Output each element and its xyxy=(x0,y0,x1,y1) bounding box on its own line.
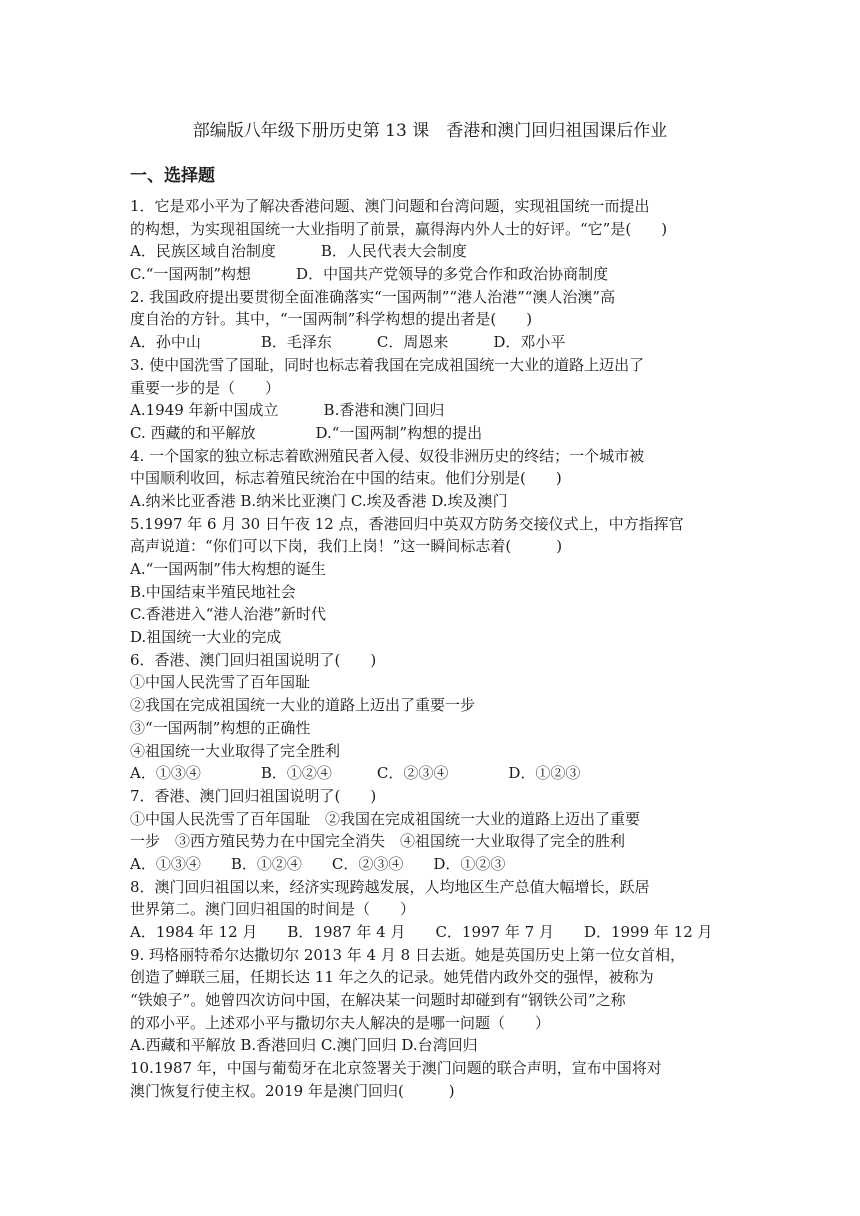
section-heading: 一、选择题 xyxy=(130,166,215,186)
text-line: 2. 我国政府提出要贯彻全面准确落实“一国两制”“港人治港”“澳人治澳”高 xyxy=(130,287,616,306)
text-line: 的构想，为实现祖国统一大业指明了前景，赢得海内外人士的好评。“它”是( ) xyxy=(130,219,668,238)
text-line: 一步 ③西方殖民势力在中国完全消失 ④祖国统一大业取得了完全的胜利 xyxy=(130,832,626,851)
text-line: 世界第二。澳门回归祖国的时间是（ ） xyxy=(130,900,416,919)
text-line: 重要一步的是（ ） xyxy=(130,378,281,397)
text-line: 6．香港、澳门回归祖国说明了( ) xyxy=(130,650,377,669)
text-line: ①中国人民洗雪了百年国耻 xyxy=(130,673,311,692)
text-line: 创造了蝉联三届，任期长达 11 年之久的记录。她凭借内政外交的强悍，被称为 xyxy=(130,968,654,987)
text-line: B.中国结束半殖民地社会 xyxy=(130,582,296,601)
text-line: C. 西藏的和平解放 D.“一国两制”构想的提出 xyxy=(130,423,483,442)
text-line: ②我国在完成祖国统一大业的道路上迈出了重要一步 xyxy=(130,696,476,715)
text-line: A．①③④ B．①②④ C．②③④ D．①②③ xyxy=(130,854,506,873)
text-line: A．孙中山 B．毛泽东 C．周恩来 D．邓小平 xyxy=(130,333,566,352)
text-line: A.1949 年新中国成立 B.香港和澳门回归 xyxy=(130,401,445,420)
text-line: 4. 一个国家的独立标志着欧洲殖民者入侵、奴役非洲历史的终结；一个城市被 xyxy=(130,446,645,465)
text-line: 3. 使中国洗雪了国耻，同时也标志着我国在完成祖国统一大业的道路上迈出了 xyxy=(130,355,645,374)
text-line: 5.1997 年 6 月 30 日午夜 12 点，香港回归中英双方防务交接仪式上，中方指挥官 xyxy=(130,514,684,533)
text-line: A．1984 年 12 月 B．1987 年 4 月 C．1997 年 7 月 D．1999 年 12 月 xyxy=(130,923,713,941)
text-line: A．①③④ B．①②④ C．②③④ D．①②③ xyxy=(130,764,581,783)
text-line: ①中国人民洗雪了百年国耻 ②我国在完成祖国统一大业的道路上迈出了重要 xyxy=(130,809,641,828)
text-line: ③“一国两制”构想的正确性 xyxy=(130,718,311,737)
text-line: ④祖国统一大业取得了完全胜利 xyxy=(130,741,341,760)
text-line: A．民族区域自治制度 B．人民代表大会制度 xyxy=(130,242,467,261)
text-line: 高声说道：“你们可以下岗，我们上岗！”这一瞬间标志着( ) xyxy=(130,537,563,556)
text-line: 度自治的方针。其中，“一国两制”科学构想的提出者是( ) xyxy=(130,310,533,329)
text-line: C.“一国两制”构想 D．中国共产党领导的多党合作和政治协商制度 xyxy=(130,265,609,284)
text-line: 9. 玛格丽特希尔达撒切尔 2013 年 4 月 8 日去逝。她是英国历史上第一位女首相， xyxy=(130,945,685,964)
text-line: 8．澳门回归祖国以来，经济实现跨越发展，人均地区生产总值大幅增长，跃居 xyxy=(130,877,650,896)
text-line: 中国顺利收回，标志着殖民统治在中国的结束。他们分别是( ) xyxy=(130,469,562,488)
text-line: 10.1987 年，中国与葡萄牙在北京签署关于澳门问题的联合声明，宣布中国将对 xyxy=(130,1059,662,1078)
text-line: 7．香港、澳门回归祖国说明了( ) xyxy=(130,786,377,805)
text-line: D.祖国统一大业的完成 xyxy=(130,628,282,647)
text-line: 1．它是邓小平为了解决香港问题、澳门问题和台湾问题，实现祖国统一而提出 xyxy=(130,197,650,215)
text-line: 的邓小平。上述邓小平与撒切尔夫人解决的是哪一问题（ ） xyxy=(130,1013,551,1032)
text-line: A.西藏和平解放 B.香港回归 C.澳门回归 D.台湾回归 xyxy=(130,1036,478,1055)
text-line: A.纳米比亚香港 B.纳米比亚澳门 C.埃及香港 D.埃及澳门 xyxy=(130,491,508,510)
text-line: 澳门恢复行使主权。2019 年是澳门回归( ) xyxy=(130,1081,455,1100)
document-title: 部编版八年级下册历史第 13 课 香港和澳门回归祖国课后作业 xyxy=(192,121,668,141)
text-line: C.香港进入“港人治港”新时代 xyxy=(130,605,327,624)
text-line: “铁娘子”。她曾四次访问中国，在解决某一问题时却碰到有“钢铁公司”之称 xyxy=(130,991,626,1010)
text-line: A.“一国两制”伟大构想的诞生 xyxy=(130,560,326,578)
question-list xyxy=(130,195,742,1103)
